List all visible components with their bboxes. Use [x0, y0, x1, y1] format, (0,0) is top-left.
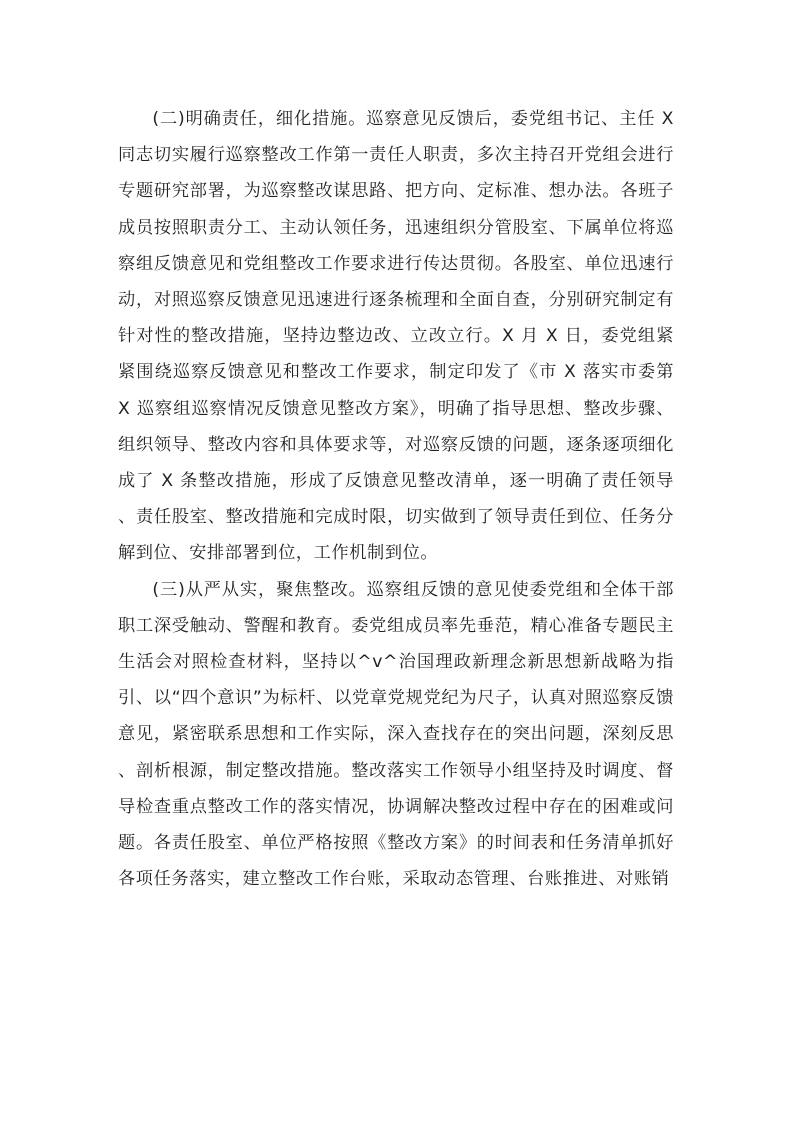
paragraph-rectification: [118, 572, 674, 898]
paragraph-responsibility: [118, 101, 674, 572]
paragraph-heading: (二)明确责任，细化措施。: [152, 109, 367, 129]
document-body: [118, 101, 674, 897]
paragraph-text: 巡察组反馈的意见使委党组和全体干部职工深受触动、警醒和教育。委党组成员率先垂范，精心准备专题民主生活会对照检查材料，坚持以^v^治国理政新理念新思想新战略为指引、以“四个意识”为标杆、以党章党规党纪为尺子，认真对照巡察反馈意见，紧密联系思想和工作实际，深入查找存在的突出问题，深刻反思、剖析根源，制定整改措施。整改落实工作领导小组坚持及时调度、督导检查重点整改工作的落实情况，协调解决整改过程中存在的困难或问题。各责任股室、单位严格按照《整改方案》的时间表和任务清单抓好各项任务落实，建立整改工作台账，采取动态管理、台账推进、对账销: [118, 579, 674, 890]
paragraph-text: 巡察意见反馈后，委党组书记、主任 X 同志切实履行巡察整改工作第一责任人职责，多次主持召开党组会进行专题研究部署，为巡察整改谋思路、把方向、定标准、想办法。各班子成员按照职责分工、主动认领任务，迅速组织分管股室、下属单位将巡察组反馈意见和党组整改工作要求进行传达贯彻。各股室、单位迅速行动，对照巡察反馈意见迅速进行逐条梳理和全面自查，分别研究制定有针对性的整改措施，坚持边整边改、立改立行。X 月 X 日，委党组紧紧围绕巡察反馈意见和整改工作要求，制定印发了《市 X 落实市委第 X 巡察组巡察情况反馈意见整改方案》，明确了指导思想、整改步骤、组织领导、整改内容和具体要求等，对巡察反馈的问题，逐条逐项细化成了 X 条整改措施，形成了反馈意见整改清单，逐一明确了责任领导、责任股室、整改措施和完成时限，切实做到了领导责任到位、任务分解到位、安排部署到位，工作机制到位。: [118, 109, 674, 564]
paragraph-heading: (三)从严从实，聚焦整改。: [152, 579, 367, 600]
